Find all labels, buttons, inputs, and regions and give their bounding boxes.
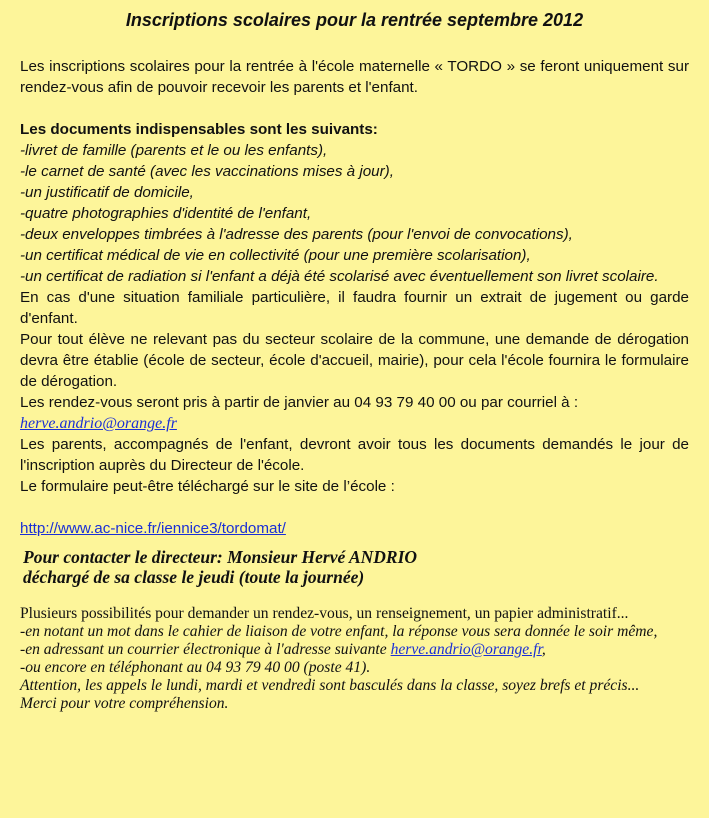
family-situation-paragraph: En cas d'une situation familiale particulière, il faudra fournir un extrait de jugement ou garde d'enfant.	[20, 289, 689, 327]
website-line	[20, 518, 689, 539]
list-item: -deux enveloppes timbrées à l'adresse des parents (pour l'envoi de convocations),	[20, 226, 573, 243]
documents-list	[20, 140, 689, 287]
contact-heading	[23, 547, 689, 587]
spacer	[20, 98, 689, 119]
list-item: -un certificat médical de vie en collectivité (pour une première scolarisation),	[20, 247, 531, 264]
derogation-paragraph: Pour tout élève ne relevant pas du secteur scolaire de la commune, une demande de dérogation devra être établie (école de secteur, école d'accueil, mairie), pour cela l'école fournira le formulaire de dérogation.	[20, 331, 689, 390]
list-item: -le carnet de santé (avec les vaccinations mises à jour),	[20, 163, 394, 180]
intro-paragraph: Les inscriptions scolaires pour la rentrée à l'école maternelle « TORDO » se feront uniquement sur rendez-vous afin de pouvoir recevoir les parents et l'enfant.	[20, 58, 689, 96]
contact-heading-line: déchargé de sa classe le jeudi (toute la journée)	[23, 567, 365, 587]
contact-notebook: -en notant un mot dans le cahier de liaison de votre enfant, la réponse vous sera donnée le soir même,	[20, 623, 658, 640]
list-item: -livret de famille (parents et le ou les enfants),	[20, 142, 328, 159]
contact-intro: Plusieurs possibilités pour demander un rendez-vous, un renseignement, un papier administratif...	[20, 605, 629, 622]
contact-email-prefix: -en adressant un courrier électronique à l'adresse suivante	[20, 641, 391, 658]
contact-phone: -ou encore en téléphonant au 04 93 79 40 00 (poste 41).	[20, 659, 371, 676]
email-line	[20, 413, 689, 434]
spacer	[20, 587, 689, 605]
form-paragraph: Le formulaire peut-être téléchargé sur le site de l’école :	[20, 478, 395, 495]
list-item: -un certificat de radiation si l'enfant a déjà été scolarisé avec éventuellement son livret scolaire.	[20, 268, 659, 285]
contact-attention: Attention, les appels le lundi, mardi et vendredi sont basculés dans la classe, soyez brefs et précis... Merci pour votre compréhension.	[20, 677, 640, 712]
website-link[interactable]: http://www.ac-nice.fr/iennice3/tordomat/	[20, 520, 286, 537]
documents-heading: Les documents indispensables sont les suivants:	[20, 121, 378, 138]
page-title: Inscriptions scolaires pour la rentrée septembre 2012	[125, 10, 584, 30]
contact-email-line	[20, 641, 689, 659]
list-item: -quatre photographies d'identité de l'enfant,	[20, 205, 312, 222]
appointments-paragraph: Les rendez-vous seront pris à partir de janvier au 04 93 79 40 00 ou par courriel à :	[20, 394, 579, 411]
spacer	[20, 497, 689, 518]
documents-section	[20, 119, 689, 287]
contact-heading-line: Pour contacter le directeur: Monsieur Hervé ANDRIO	[23, 547, 418, 567]
list-item: -un justificatif de domicile,	[20, 184, 194, 201]
email-link[interactable]: herve.andrio@orange.fr	[20, 415, 177, 432]
contact-section	[20, 547, 689, 713]
contact-email-link[interactable]: herve.andrio@orange.fr	[390, 641, 542, 658]
parents-paragraph: Les parents, accompagnés de l'enfant, devront avoir tous les documents demandés le jour de l'inscription auprès du Directeur de l'école.	[20, 436, 689, 474]
contact-email-suffix: ,	[541, 641, 546, 658]
